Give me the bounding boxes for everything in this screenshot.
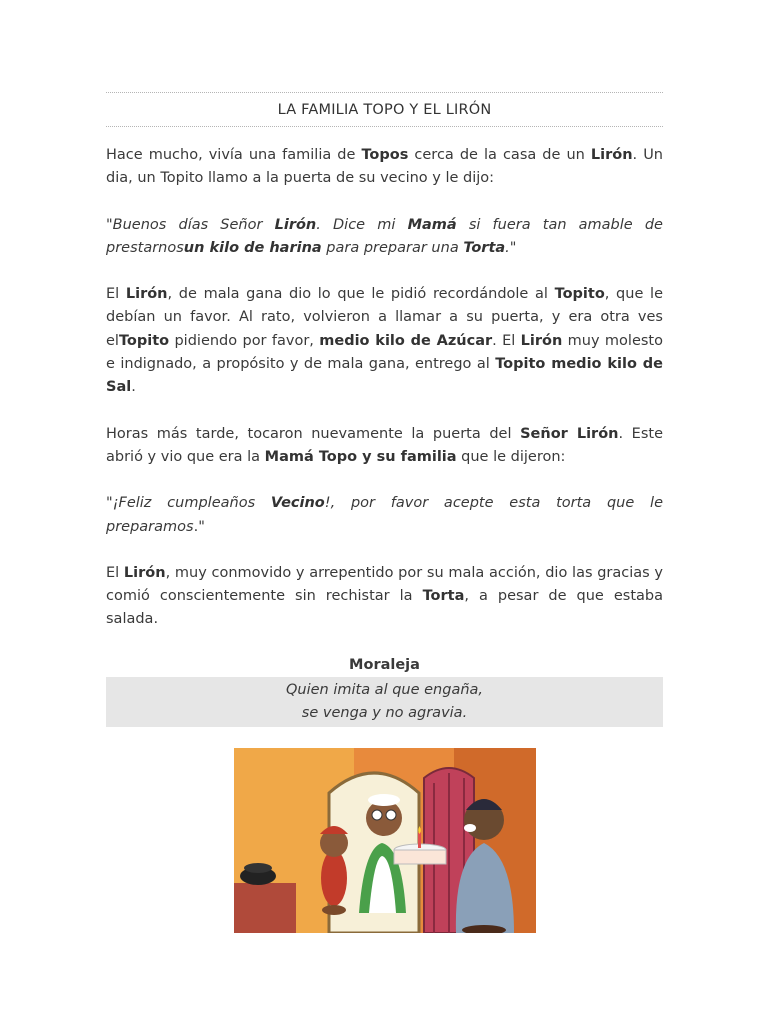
- paragraph-request-quote: [106, 214, 663, 261]
- text: El: [106, 286, 126, 303]
- cake-body: [394, 850, 446, 864]
- moral-line-2: se venga y no agravia.: [301, 704, 468, 721]
- liron-mouth: [464, 824, 476, 832]
- bold-italic-text: un kilo de harina: [183, 239, 322, 256]
- small-mole-body: [321, 850, 347, 906]
- quote-mark: ": [509, 239, 517, 256]
- text: . Este abrió y vio que era la: [106, 425, 664, 465]
- illustration-drawing: [234, 748, 536, 933]
- text: Hace mucho, vivía una familia de: [106, 147, 362, 163]
- paragraph-liron-response: [106, 283, 663, 399]
- bold-italic-text: Vecino: [270, 495, 325, 512]
- bold-text: medio kilo de Azúcar: [319, 332, 493, 349]
- moral-box: [106, 677, 663, 727]
- italic-text: para preparar una: [321, 239, 464, 256]
- paragraph-birthday-quote: [106, 492, 663, 539]
- italic-text: . Dice mi: [316, 216, 408, 233]
- bold-text: Torta: [422, 588, 465, 605]
- bold-text: Topito medio kilo de Sal: [106, 356, 663, 396]
- bold-italic-text: Lirón: [274, 216, 317, 233]
- bold-text: Lirón: [123, 564, 166, 581]
- italic-text: !, por favor acepte esta torta que le preparamos: [106, 495, 663, 535]
- text: pidiendo por favor,: [169, 332, 320, 349]
- text: .: [193, 518, 199, 535]
- text: Horas más tarde, tocaron nuevamente la puerta del: [106, 425, 521, 442]
- italic-text: Buenos días Señor: [112, 216, 275, 233]
- glasses-left: [372, 810, 382, 820]
- paragraph-ending: [106, 562, 663, 632]
- text: , que le debían un favor. Al rato, volvieron a llamar a su puerta, y era otra ves el: [106, 286, 663, 349]
- bold-text: Señor Lirón: [520, 425, 619, 442]
- text: cerca de la casa de un: [408, 147, 591, 163]
- bold-text: Topos: [361, 147, 409, 163]
- paragraph-visit: [106, 423, 663, 470]
- bold-text: Lirón: [520, 332, 563, 349]
- bold-text: Mamá Topo y su familia: [264, 448, 457, 465]
- bold-text: Lirón: [590, 147, 633, 163]
- mother-mole-bonnet: [368, 794, 400, 806]
- text: , muy conmovido y arrepentido por su mala acción, dio las gracias y comió conscientemente sin rechistar la: [106, 564, 663, 605]
- text: , de mala gana dio lo que le pidió recordándole al: [167, 286, 555, 303]
- text: , a pesar de que estaba salada.: [106, 588, 663, 628]
- bold-italic-text: Torta: [463, 239, 506, 256]
- glasses-right: [386, 810, 396, 820]
- cake-candle: [418, 832, 421, 848]
- text: El: [106, 564, 124, 581]
- quote-mark: ": [198, 518, 205, 535]
- document-page: [106, 92, 663, 727]
- paragraph-intro: [106, 144, 663, 191]
- small-mole-feet: [322, 905, 346, 915]
- moral-line-1: Quien imita al que engaña,: [285, 681, 484, 698]
- italic-text: .: [505, 239, 510, 256]
- moral-title: Moraleja: [349, 656, 420, 673]
- italic-text: si fuera tan amable de prestarnos: [106, 216, 663, 256]
- bold-italic-text: Mamá: [407, 216, 457, 233]
- page-title: LA FAMILIA TOPO Y EL LIRÓN: [277, 101, 492, 118]
- bold-text: Topito: [118, 332, 170, 349]
- side-table: [234, 883, 296, 933]
- bold-text: Topito: [554, 286, 605, 303]
- text: . Un dia, un Topito llamo a la puerta de su vecino y le dijo:: [106, 147, 663, 187]
- telephone-receiver: [244, 863, 272, 873]
- italic-text: ¡Feliz cumpleaños: [112, 495, 271, 512]
- title-bar: [106, 92, 663, 127]
- text: . El: [492, 332, 521, 349]
- story-illustration: [234, 748, 536, 933]
- text: .: [131, 379, 136, 396]
- bold-text: Lirón: [125, 286, 168, 303]
- text: que le dijeron:: [456, 448, 566, 465]
- quote-mark: ": [106, 216, 113, 233]
- quote-mark: ": [106, 495, 113, 512]
- text: muy molesto e indignado, a propósito y de mala gana, entrego al: [106, 332, 663, 373]
